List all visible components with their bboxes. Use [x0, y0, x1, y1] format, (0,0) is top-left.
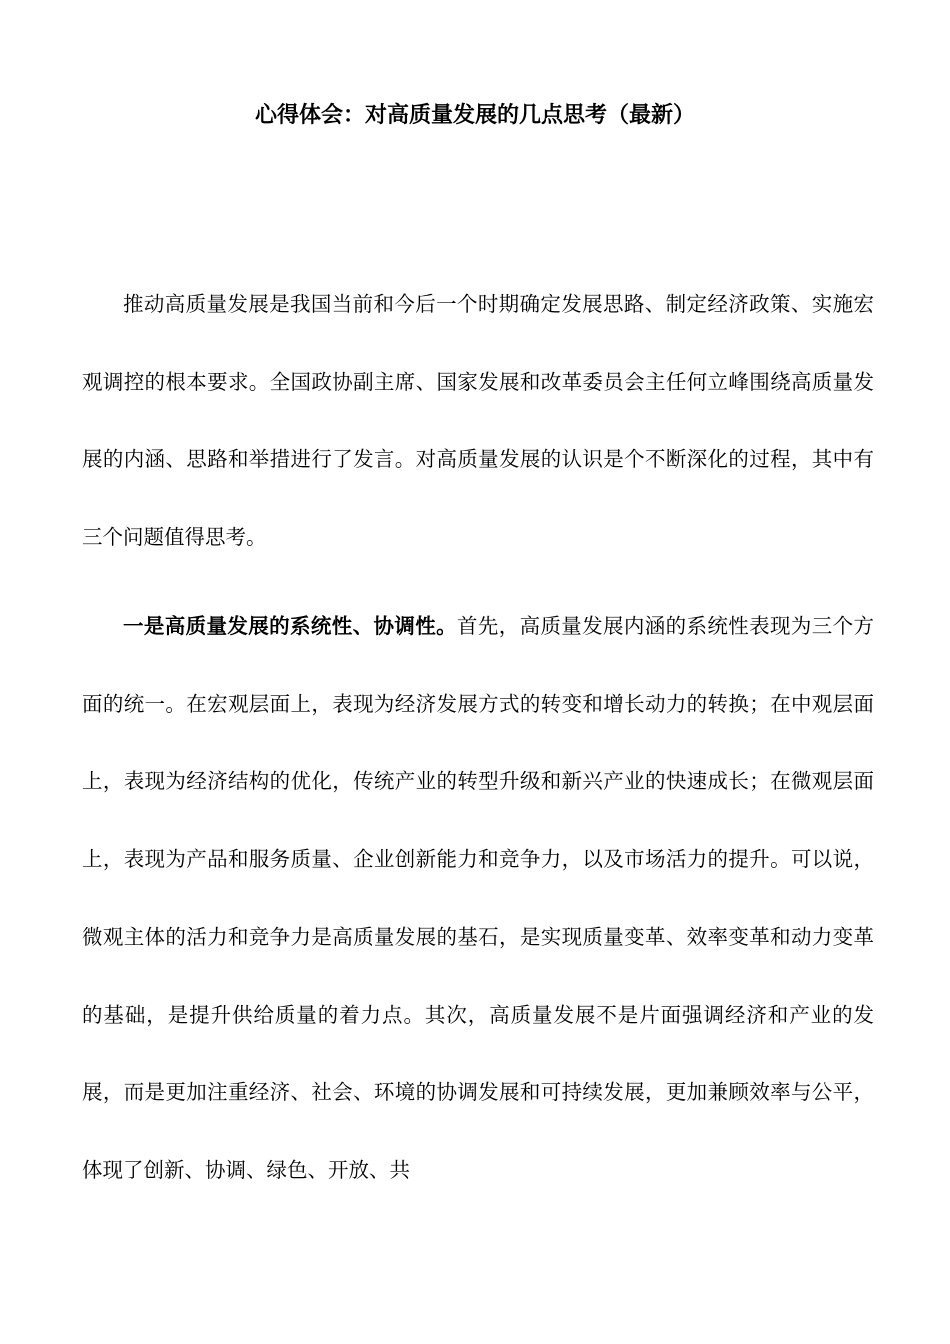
- paragraph-point-one: [82, 588, 874, 1210]
- paragraph-intro: [82, 266, 874, 577]
- paragraph-intro-text: 推动高质量发展是我国当前和今后一个时期确定发展思路、制定经济政策、实施宏观调控的根本要求。全国政协副主席、国家发展和改革委员会主任何立峰围绕高质量发展的内涵、思路和举措进行了发言。对高质量发展的认识是个不断深化的过程，其中有三个问题值得思考。: [82, 292, 874, 550]
- paragraph-point-one-text: 首先，高质量发展内涵的系统性表现为三个方面的统一。在宏观层面上，表现为经济发展方式的转变和增长动力的转换；在中观层面上，表现为经济结构的优化，传统产业的转型升级和新兴产业的快速成长；在微观层面上，表现为产品和服务质量、企业创新能力和竞争力，以及市场活力的提升。可以说，微观主体的活力和竞争力是高质量发展的基石，是实现质量变革、效率变革和动力变革的基础，是提升供给质量的着力点。其次，高质量发展不是片面强调经济和产业的发展，而是更加注重经济、社会、环境的协调发展和可持续发展，更加兼顾效率与公平，体现了创新、协调、绿色、开放、共: [82, 614, 875, 1182]
- paragraph-point-one-lead: 一是高质量发展的系统性、协调性。: [123, 614, 457, 638]
- document-title: 心得体会：对高质量发展的几点思考（最新）: [254, 103, 695, 128]
